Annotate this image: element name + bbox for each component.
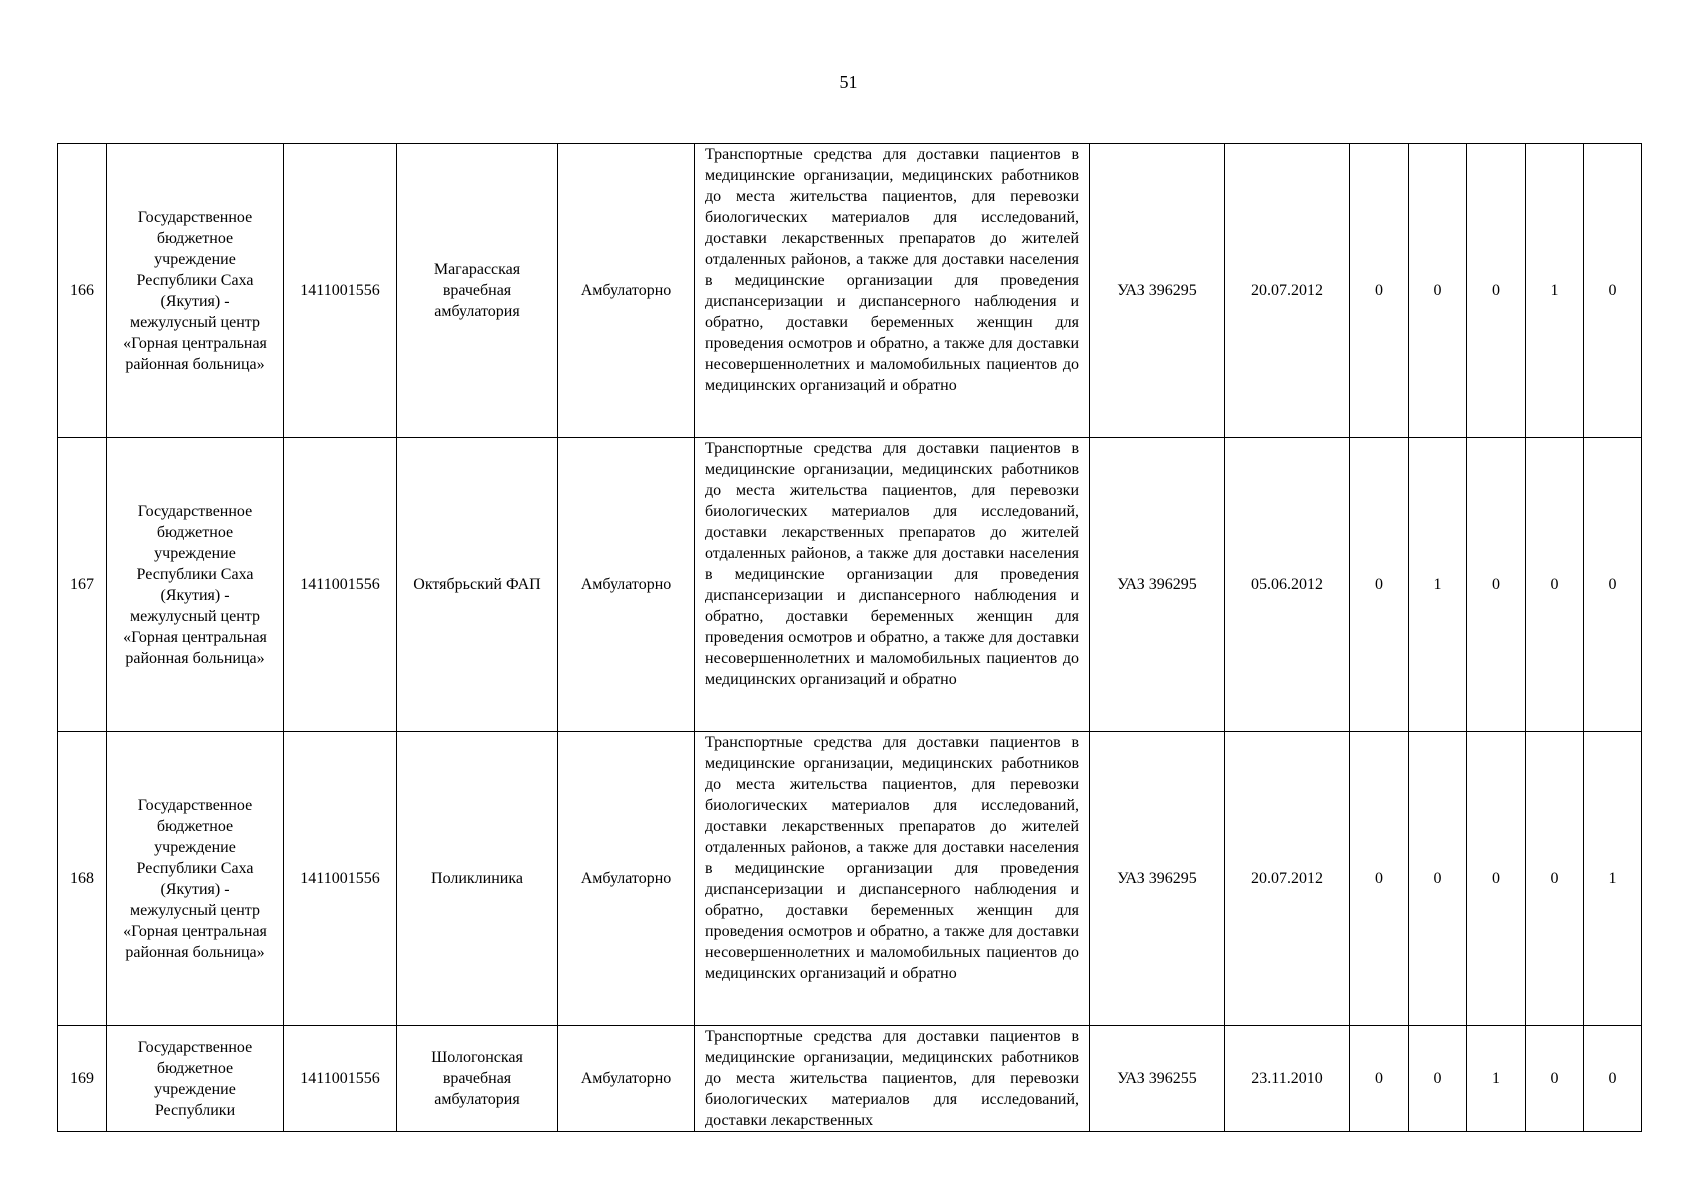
table-row: [58, 144, 1642, 438]
purpose-cell: Транспортные средства для доставки пациентов в медицинские организации, медицинских работников до места жительства пациентов, для перевозки биологических материалов для исследований, доставки лекарственных: [695, 1026, 1090, 1132]
row-number-cell: 167: [58, 438, 107, 732]
care-type-cell: Амбулаторно: [558, 438, 695, 732]
date-cell: 23.11.2010: [1225, 1026, 1350, 1132]
count-cell-2: 0: [1409, 1026, 1467, 1132]
count-cell-2: 1: [1409, 438, 1467, 732]
purpose-cell: Транспортные средства для доставки пациентов в медицинские организации, медицинских работников до места жительства пациентов, для перевозки биологических материалов для исследований, доставки лекарственных препаратов до жителей отдаленных районов, а также для доставки населения в медицинские организации для проведения диспансеризации и диспансерного наблюдения и обратно, доставки беременных женщин для проведения осмотров и обратно, а также для доставки несовершеннолетних и маломобильных пациентов до медицинских организаций и обратно: [695, 438, 1090, 732]
care-type-cell: Амбулаторно: [558, 1026, 695, 1132]
vehicle-registry-table: [57, 143, 1642, 1132]
inn-cell: 1411001556: [284, 732, 397, 1026]
table-row: [58, 438, 1642, 732]
unit-cell: Шологонская врачебная амбулатория: [397, 1026, 558, 1132]
count-cell-5: 1: [1584, 732, 1642, 1026]
page-number: 51: [839, 72, 858, 92]
organization-cell: Государственное бюджетное учреждение Республики Саха (Якутия) - межулусный центр «Горная центральная районная больница»: [107, 438, 284, 732]
date-cell: 20.07.2012: [1225, 144, 1350, 438]
count-cell-3: 0: [1467, 144, 1526, 438]
date-cell: 05.06.2012: [1225, 438, 1350, 732]
row-number-cell: 166: [58, 144, 107, 438]
row-number-cell: 168: [58, 732, 107, 1026]
count-cell-4: 0: [1526, 438, 1584, 732]
organization-cell: Государственное бюджетное учреждение Республики Саха (Якутия) - межулусный центр «Горная центральная районная больница»: [107, 732, 284, 1026]
vehicle-model-cell: УАЗ 396255: [1090, 1026, 1225, 1132]
purpose-cell: Транспортные средства для доставки пациентов в медицинские организации, медицинских работников до места жительства пациентов, для перевозки биологических материалов для исследований, доставки лекарственных препаратов до жителей отдаленных районов, а также для доставки населения в медицинские организации для проведения диспансеризации и диспансерного наблюдения и обратно, доставки беременных женщин для проведения осмотров и обратно, а также для доставки несовершеннолетних и маломобильных пациентов до медицинских организаций и обратно: [695, 732, 1090, 1026]
unit-cell: Октябрьский ФАП: [397, 438, 558, 732]
count-cell-5: 0: [1584, 1026, 1642, 1132]
count-cell-5: 0: [1584, 438, 1642, 732]
count-cell-3: 0: [1467, 732, 1526, 1026]
vehicle-model-cell: УАЗ 396295: [1090, 732, 1225, 1026]
count-cell-1: 0: [1350, 438, 1409, 732]
unit-cell: Магарасская врачебная амбулатория: [397, 144, 558, 438]
row-number-cell: 169: [58, 1026, 107, 1132]
inn-cell: 1411001556: [284, 144, 397, 438]
count-cell-4: 1: [1526, 144, 1584, 438]
count-cell-3: 1: [1467, 1026, 1526, 1132]
date-cell: 20.07.2012: [1225, 732, 1350, 1026]
vehicle-model-cell: УАЗ 396295: [1090, 144, 1225, 438]
count-cell-3: 0: [1467, 438, 1526, 732]
table-row: [58, 732, 1642, 1026]
care-type-cell: Амбулаторно: [558, 732, 695, 1026]
vehicle-model-cell: УАЗ 396295: [1090, 438, 1225, 732]
table-row: [58, 1026, 1642, 1132]
count-cell-4: 0: [1526, 732, 1584, 1026]
count-cell-1: 0: [1350, 1026, 1409, 1132]
organization-cell: Государственное бюджетное учреждение Республики: [107, 1026, 284, 1132]
count-cell-5: 0: [1584, 144, 1642, 438]
count-cell-2: 0: [1409, 732, 1467, 1026]
count-cell-1: 0: [1350, 732, 1409, 1026]
unit-cell: Поликлиника: [397, 732, 558, 1026]
purpose-cell: Транспортные средства для доставки пациентов в медицинские организации, медицинских работников до места жительства пациентов, для перевозки биологических материалов для исследований, доставки лекарственных препаратов до жителей отдаленных районов, а также для доставки населения в медицинские организации для проведения диспансеризации и диспансерного наблюдения и обратно, доставки беременных женщин для проведения осмотров и обратно, а также для доставки несовершеннолетних и маломобильных пациентов до медицинских организаций и обратно: [695, 144, 1090, 438]
organization-cell: Государственное бюджетное учреждение Республики Саха (Якутия) - межулусный центр «Горная центральная районная больница»: [107, 144, 284, 438]
count-cell-2: 0: [1409, 144, 1467, 438]
inn-cell: 1411001556: [284, 1026, 397, 1132]
inn-cell: 1411001556: [284, 438, 397, 732]
care-type-cell: Амбулаторно: [558, 144, 695, 438]
count-cell-4: 0: [1526, 1026, 1584, 1132]
count-cell-1: 0: [1350, 144, 1409, 438]
